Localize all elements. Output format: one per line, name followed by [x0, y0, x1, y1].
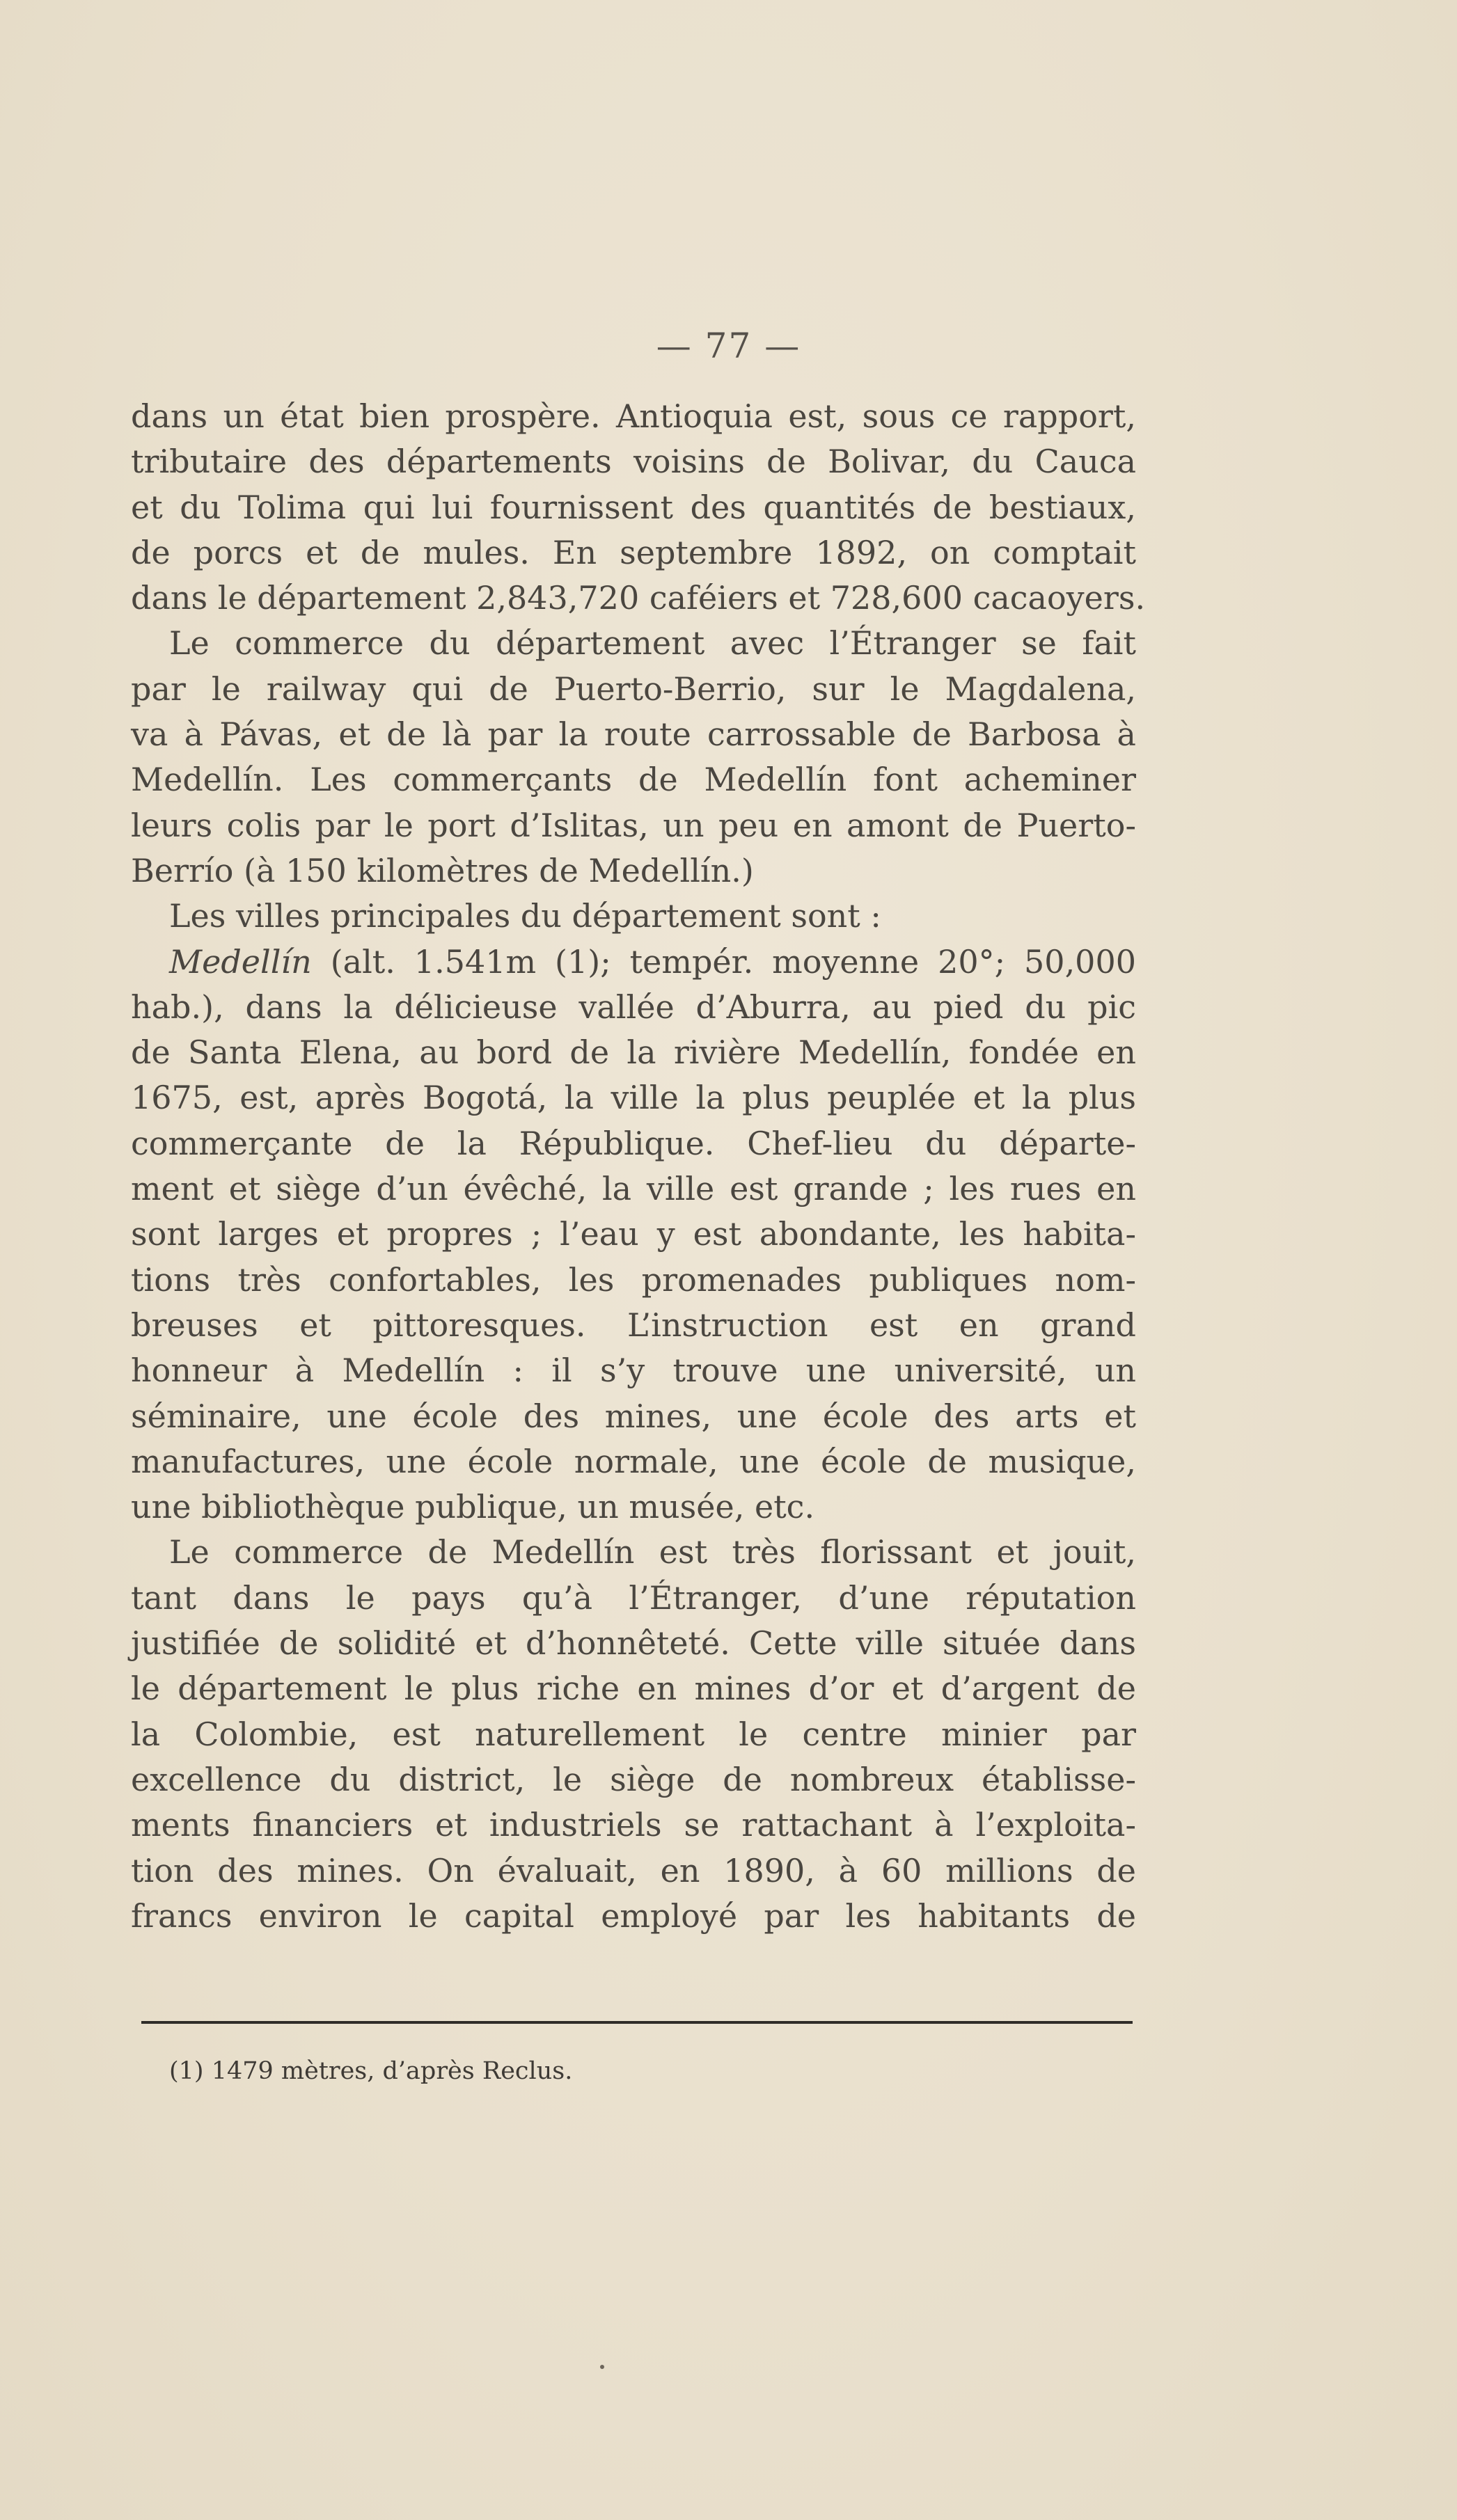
text-line: breuses et pittoresques. L’instruction est en grand	[131, 1306, 1136, 1344]
text-line: tributaire des départements voisins de Bolivar, du Cauca	[131, 443, 1136, 481]
text-line: une bibliothèque publique, un musée, etc.	[131, 1488, 815, 1526]
text-line: Berrío (à 150 kilomètres de Medellín.)	[131, 851, 754, 889]
text-line: par le railway qui de Puerto-Berrio, sur le Magdalena,	[131, 669, 1136, 708]
text-line: excellence du district, le siège de nombreux établisse-	[131, 1760, 1136, 1798]
text-line: sont larges et propres ; l’eau y est abondante, les habita-	[131, 1215, 1136, 1253]
text-line: commerçante de la République. Chef-lieu du départe-	[131, 1124, 1136, 1162]
text-line: honneur à Medellín : il s’y trouve une université, un	[131, 1352, 1136, 1390]
medellin-stats: (alt. 1.541m (1); tempér. moyenne 20°; 50,000	[311, 942, 1136, 981]
text-line: justifiée de solidité et d’honnêteté. Cette ville située dans	[131, 1624, 1136, 1663]
text-line: francs environ le capital employé par les habitants de	[131, 1896, 1136, 1935]
text-line: de Santa Elena, au bord de la rivière Medellín, fondée en	[131, 1033, 1136, 1072]
paper-speck	[600, 2365, 604, 2369]
page-number: — 77 —	[656, 326, 801, 366]
text-line: leurs colis par le port d’Islitas, un peu en amont de Puerto-	[131, 806, 1136, 844]
body-text	[131, 394, 1146, 1939]
text-line: tion des mines. On évaluait, en 1890, à 60 millions de	[131, 1851, 1136, 1889]
text-line: la Colombie, est naturellement le centre minier par	[131, 1715, 1136, 1753]
text-line: Medellín. Les commerçants de Medellín font acheminer	[131, 761, 1136, 799]
text-line: Le commerce de Medellín est très florissant et jouit,	[169, 1533, 1136, 1571]
footnote-divider	[141, 2021, 1133, 2024]
text-line: tant dans le pays qu’à l’Étranger, d’une réputation	[131, 1578, 1136, 1617]
text-line: ment et siège d’un évêché, la ville est grande ; les rues en	[131, 1170, 1136, 1208]
text-line: tions très confortables, les promenades publiques nom-	[131, 1260, 1136, 1299]
text-line: le département le plus riche en mines d’or et d’argent de	[131, 1670, 1136, 1708]
place-name-medellin: Medellín	[169, 942, 312, 981]
text-line: et du Tolima qui lui fournissent des quantités de bestiaux,	[131, 488, 1136, 526]
text-line: dans le département 2,843,720 caféiers et 728,600 cacaoyers.	[131, 579, 1146, 617]
text-line: séminaire, une école des mines, une école des arts et	[131, 1397, 1136, 1435]
text-line: Les villes principales du département sont :	[169, 897, 881, 935]
text-line: ments financiers et industriels se rattachant à l’exploita-	[131, 1806, 1136, 1844]
footnote: (1) 1479 mètres, d’après Reclus.	[169, 2057, 573, 2085]
text-line: Le commerce du département avec l’Étranger se fait	[169, 624, 1136, 663]
text-line: de porcs et de mules. En septembre 1892, on comptait	[131, 533, 1136, 571]
text-line: 1675, est, après Bogotá, la ville la plus peuplée et la plus	[131, 1079, 1136, 1117]
text-line: manufactures, une école normale, une école de musique,	[131, 1442, 1136, 1480]
text-line: dans un état bien prospère. Antioquia est, sous ce rapport,	[131, 397, 1136, 435]
text-line-medellin	[131, 940, 1136, 985]
text-line: hab.), dans la délicieuse vallée d’Aburra, au pied du pic	[131, 988, 1136, 1026]
text-line: va à Pávas, et de là par la route carrossable de Barbosa à	[131, 715, 1136, 754]
